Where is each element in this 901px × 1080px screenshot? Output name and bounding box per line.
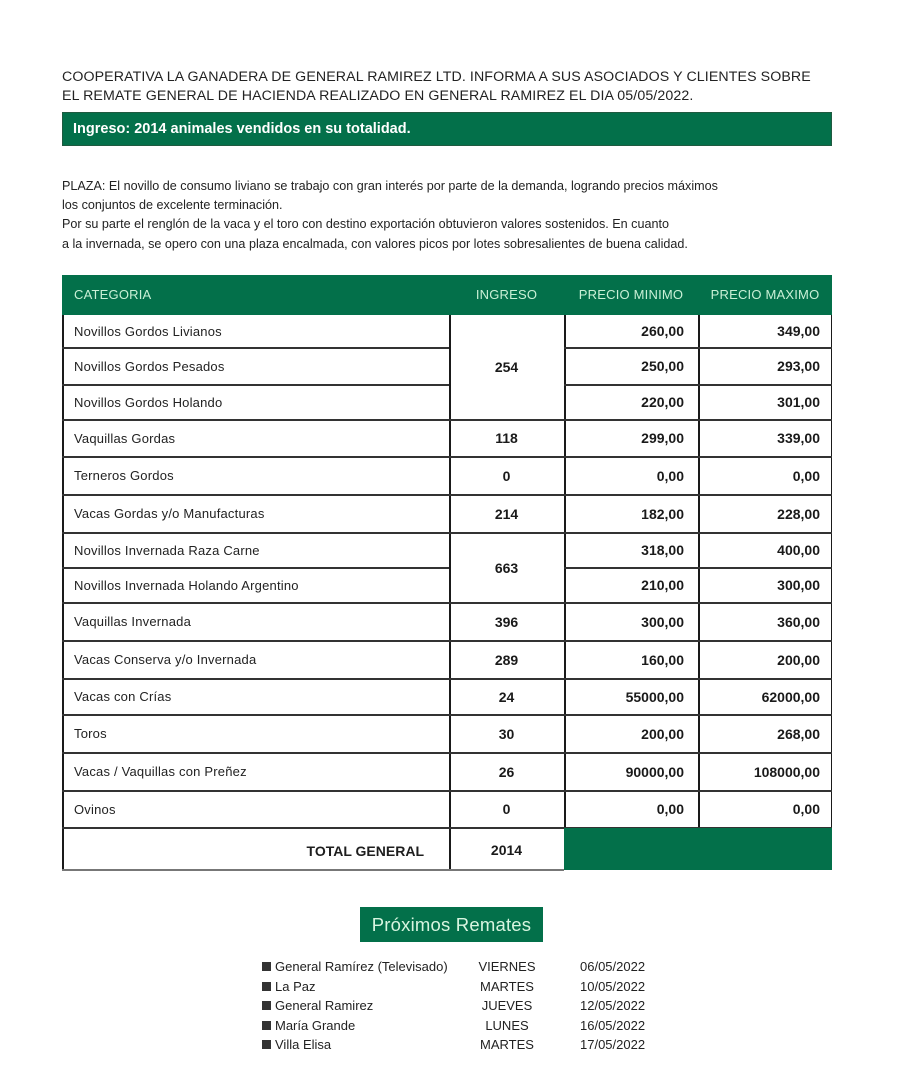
cell-categoria: Novillos Gordos Pesados (74, 359, 225, 374)
cell-precio-minimo: 250,00 (641, 358, 684, 374)
cell-categoria: Vacas con Crías (74, 689, 172, 704)
plaza-line-2: los conjuntos de excelente terminación. (62, 198, 283, 213)
cell-precio-minimo: 318,00 (641, 542, 684, 558)
cell-ingreso: 118 (495, 430, 518, 446)
cell-precio-maximo: 349,00 (777, 323, 820, 339)
remate-dia: LUNES (485, 1017, 529, 1033)
cell-precio-maximo: 293,00 (777, 358, 820, 374)
cell-categoria: Novillos Invernada Holando Argentino (74, 578, 299, 593)
plaza-line-1: PLAZA: El novillo de consumo liviano se trabajo con gran interés por parte de la demanda, logrando precios máximos (62, 179, 718, 193)
square-bullet-icon (262, 1001, 271, 1010)
cell-ingreso: 24 (498, 689, 515, 705)
cell-precio-minimo: 55000,00 (625, 689, 684, 705)
cell-precio-minimo: 210,00 (641, 577, 684, 593)
col-header-ingreso: INGRESO (475, 287, 538, 302)
cell-categoria: Novillos Gordos Holando (74, 395, 223, 410)
proximos-remates-title: Próximos Remates (360, 907, 543, 942)
remate-lugar: La Paz (275, 978, 316, 994)
cell-precio-minimo: 160,00 (641, 652, 684, 668)
plaza-paragraph (62, 177, 842, 254)
square-bullet-icon (262, 962, 271, 971)
cell-categoria: Vaquillas Gordas (74, 431, 176, 446)
table-border-left (62, 315, 64, 870)
ingreso-banner: Ingreso: 2014 animales vendidos en su totalidad. (62, 112, 832, 146)
cell-precio-maximo: 400,00 (777, 542, 820, 558)
cell-precio-maximo: 300,00 (777, 577, 820, 593)
cell-ingreso: 663 (494, 560, 519, 576)
cell-precio-maximo: 268,00 (777, 726, 820, 742)
remate-list-item (262, 977, 662, 997)
cell-precio-minimo: 182,00 (641, 506, 684, 522)
square-bullet-icon (262, 1040, 271, 1049)
remate-list-item (262, 996, 662, 1016)
intro-text (62, 68, 842, 106)
remate-fecha: 12/05/2022 (580, 998, 646, 1013)
cell-precio-maximo: 0,00 (792, 468, 820, 484)
cell-precio-minimo: 0,00 (656, 468, 684, 484)
cell-categoria: Vacas / Vaquillas con Preñez (74, 764, 247, 779)
cell-categoria: Vacas Gordas y/o Manufacturas (74, 506, 265, 521)
plaza-line-4: a la invernada, se opero con una plaza encalmada, con valores picos por lotes sobresalientes de buena calidad. (62, 236, 688, 251)
remate-list-item (262, 1035, 662, 1055)
intro-line-1: COOPERATIVA LA GANADERA DE GENERAL RAMIREZ LTD. INFORMA A SUS ASOCIADOS Y CLIENTES SOBRE (62, 69, 811, 85)
proximos-remates-list (262, 957, 662, 1055)
remate-fecha: 06/05/2022 (580, 959, 646, 974)
remate-fecha: 17/05/2022 (580, 1037, 646, 1052)
cell-ingreso: 30 (498, 726, 515, 742)
cell-categoria: Vacas Conserva y/o Invernada (74, 652, 257, 667)
cell-precio-maximo: 360,00 (777, 614, 820, 630)
remate-fecha: 10/05/2022 (580, 978, 646, 994)
cell-precio-maximo: 301,00 (777, 394, 820, 410)
cell-ingreso: 0 (502, 801, 511, 817)
cell-ingreso: 254 (494, 359, 519, 375)
remate-lugar: María Grande (275, 1017, 356, 1033)
remate-dia: MARTES (480, 1037, 534, 1052)
remate-lugar: General Ramirez (275, 998, 374, 1013)
cell-ingreso: 0 (502, 468, 511, 484)
cell-categoria: Terneros Gordos (74, 468, 174, 483)
cell-ingreso: 289 (494, 652, 519, 668)
remate-list-item (262, 957, 662, 977)
remate-dia: MARTES (480, 978, 534, 994)
cell-precio-minimo: 220,00 (641, 394, 684, 410)
cell-ingreso: 214 (494, 506, 519, 522)
plaza-line-3: Por su parte el renglón de la vaca y el toro con destino exportación obtuvieron valores sostenidos. En cuanto (62, 217, 669, 232)
remate-dia: VIERNES (478, 959, 536, 974)
cell-precio-minimo: 299,00 (641, 430, 684, 446)
cell-precio-maximo: 0,00 (792, 801, 820, 817)
remate-lugar: Villa Elisa (275, 1037, 332, 1052)
remate-fecha: 16/05/2022 (580, 1017, 646, 1033)
remate-list-item (262, 1016, 662, 1036)
remate-lugar: General Ramírez (Televisado) (275, 959, 448, 974)
col-header-categoria: CATEGORIA (74, 287, 152, 302)
cell-precio-minimo: 0,00 (656, 801, 684, 817)
total-general-label: TOTAL GENERAL (306, 843, 424, 859)
cell-ingreso: 396 (494, 614, 519, 630)
intro-line-2: EL REMATE GENERAL DE HACIENDA REALIZADO EN GENERAL RAMIREZ EL DIA 05/05/2022. (62, 88, 694, 104)
cell-categoria: Toros (74, 726, 107, 741)
total-green-block (564, 828, 832, 870)
cell-ingreso: 26 (498, 764, 515, 780)
square-bullet-icon (262, 1021, 271, 1030)
cell-precio-maximo: 228,00 (777, 506, 820, 522)
cell-precio-maximo: 108000,00 (753, 764, 820, 780)
cell-precio-minimo: 260,00 (641, 323, 684, 339)
total-general-value: 2014 (490, 842, 523, 858)
remate-dia: JUEVES (481, 998, 533, 1013)
col-header-precio-minimo: PRECIO MINIMO (578, 287, 684, 302)
cell-categoria: Ovinos (74, 802, 116, 817)
cell-categoria: Novillos Gordos Livianos (74, 324, 222, 339)
cell-precio-minimo: 300,00 (641, 614, 684, 630)
cell-precio-maximo: 62000,00 (761, 689, 820, 705)
table-header (62, 275, 832, 315)
cell-precio-minimo: 90000,00 (625, 764, 684, 780)
cell-precio-maximo: 339,00 (777, 430, 820, 446)
cell-precio-minimo: 200,00 (641, 726, 684, 742)
cell-precio-maximo: 200,00 (777, 652, 820, 668)
cell-categoria: Novillos Invernada Raza Carne (74, 543, 260, 558)
square-bullet-icon (262, 982, 271, 991)
col-header-precio-maximo: PRECIO MAXIMO (710, 287, 820, 302)
cell-categoria: Vaquillas Invernada (74, 614, 192, 629)
